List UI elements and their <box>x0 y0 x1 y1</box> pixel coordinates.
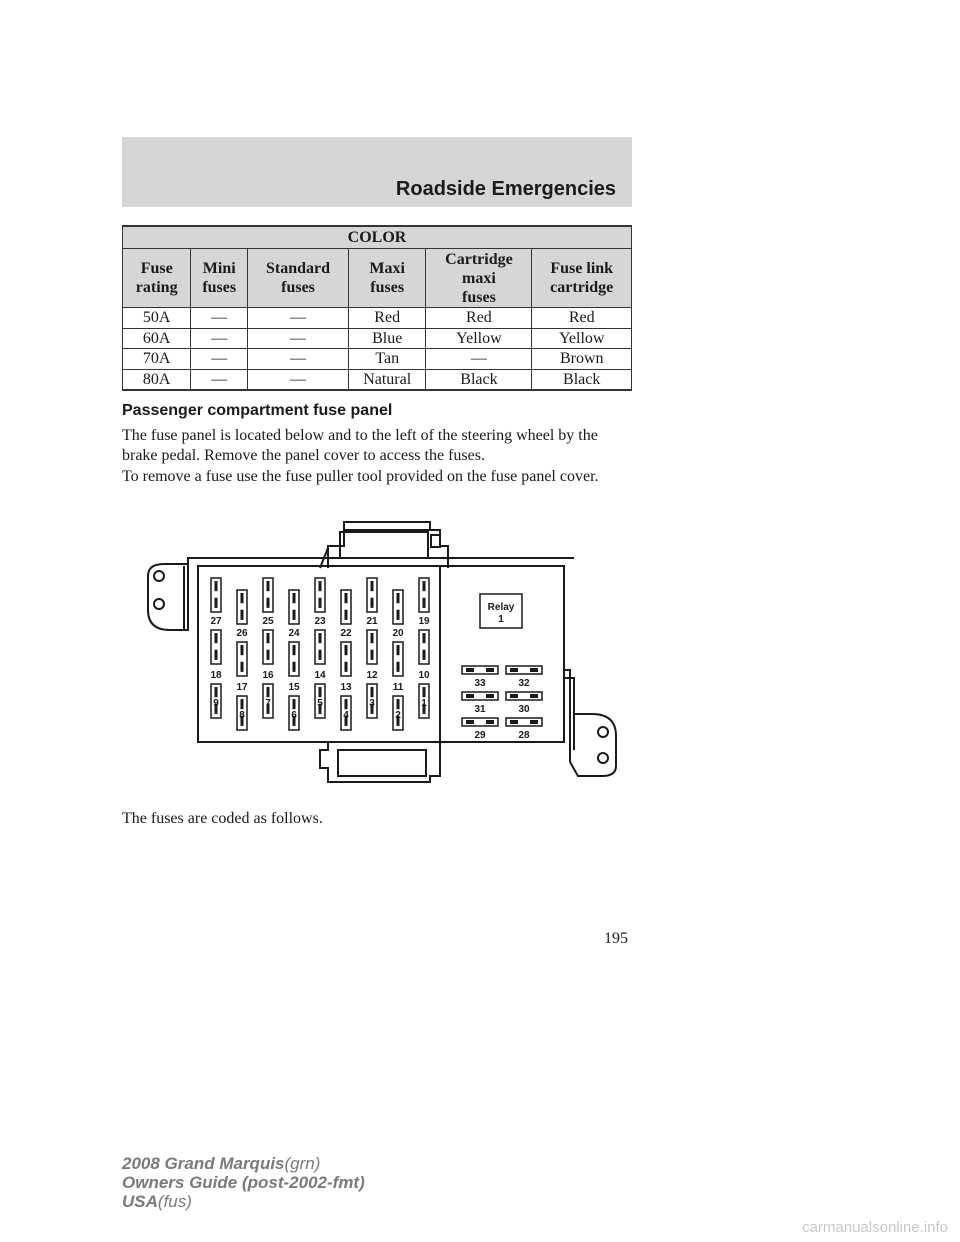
fuse-middle-17 <box>237 642 247 676</box>
table-cell: Red <box>348 308 425 329</box>
fuse-top-20 <box>393 590 403 624</box>
fuse-middle-15 <box>289 642 299 676</box>
fuse-number: 2 <box>395 710 401 721</box>
table-cell: Red <box>426 308 532 329</box>
table-cell: Yellow <box>532 328 632 349</box>
fuse-label: 27 <box>210 616 222 627</box>
fuse-middle-14 <box>315 630 325 664</box>
fuse-number: 9 <box>213 698 219 709</box>
fuse-top-26 <box>237 590 247 624</box>
fuse-top-21 <box>367 578 377 612</box>
fuse-top-27 <box>211 578 221 612</box>
table-cell: — <box>248 369 349 390</box>
table-cell: Black <box>532 369 632 390</box>
maxi-fuse-label: 31 <box>474 704 486 715</box>
table-header-line: maxi <box>462 269 496 287</box>
maxi-fuse-33 <box>462 666 498 674</box>
table-cell: Red <box>532 308 632 329</box>
relay-number: 1 <box>498 614 504 625</box>
section-heading: Passenger compartment fuse panel <box>122 402 393 419</box>
section-header-band <box>122 137 632 207</box>
table-cell: Tan <box>348 349 425 370</box>
table-cell: Blue <box>348 328 425 349</box>
table-cell: — <box>248 349 349 370</box>
table-header-line: Maxi <box>369 260 405 277</box>
table-row <box>123 349 632 370</box>
table-cell: — <box>426 349 532 370</box>
table-cell: Brown <box>532 349 632 370</box>
fuse-middle-10 <box>419 630 429 664</box>
relay-label: Relay <box>487 602 515 613</box>
fuse-label: 14 <box>314 670 326 681</box>
table-body <box>123 308 632 391</box>
fuse-panel-diagram <box>144 518 624 788</box>
table-cell: — <box>191 349 248 370</box>
document-footer <box>122 1154 365 1211</box>
table-header-line: Fuse <box>140 260 173 277</box>
table-header-line: Mini <box>202 260 236 277</box>
table-cell: — <box>191 328 248 349</box>
table-cell: — <box>191 369 248 390</box>
fuse-label: 13 <box>340 682 352 693</box>
table-cell: — <box>248 308 349 329</box>
fuse-label: 12 <box>366 670 378 681</box>
fuse-number: 3 <box>369 698 375 709</box>
footer-line-2: Owners Guide (post-2002-fmt) <box>122 1173 365 1192</box>
table-header-cell <box>123 249 191 308</box>
table-cell: Natural <box>348 369 425 390</box>
table-row <box>123 369 632 390</box>
table-header-line: Cartridge <box>445 250 513 268</box>
fuse-number: 6 <box>291 710 297 721</box>
table-header-cell <box>348 249 425 308</box>
table-header-line: fuses <box>281 279 315 296</box>
fuse-label: 26 <box>236 628 248 639</box>
paragraph-location: The fuse panel is located below and to the left of the steering wheel by the brake pedal. Remove the panel cover to access the fuses. <box>122 427 598 464</box>
table-header-line: cartridge <box>550 279 614 296</box>
table-cell: — <box>191 308 248 329</box>
fuse-number: 4 <box>343 710 349 721</box>
table-header-line: rating <box>135 279 178 296</box>
table-cell: 80A <box>123 369 191 390</box>
fuse-top-22 <box>341 590 351 624</box>
fuse-middle-18 <box>211 630 221 664</box>
fuse-middle-11 <box>393 642 403 676</box>
table-header-cell <box>191 249 248 308</box>
table-header-line: Standard <box>266 260 331 277</box>
table-column-headers <box>123 249 632 308</box>
table-cell: 60A <box>123 328 191 349</box>
table-header-cell <box>426 249 532 308</box>
maxi-fuse-31 <box>462 692 498 700</box>
fuse-label: 21 <box>366 616 378 627</box>
fuse-label: 20 <box>392 628 404 639</box>
table-header-line: fuses <box>202 279 237 296</box>
fuse-number: 5 <box>317 698 323 709</box>
maxi-fuse-29 <box>462 718 498 726</box>
page-number: 195 <box>604 930 628 947</box>
fuse-label: 23 <box>314 616 326 627</box>
maxi-fuse-label: 28 <box>518 730 530 741</box>
fuse-middle-13 <box>341 642 351 676</box>
maxi-fuse-label: 30 <box>518 704 530 715</box>
site-watermark: carmanualsonline.info <box>802 1219 948 1236</box>
table-header-cell <box>248 249 349 308</box>
maxi-fuse-30 <box>506 692 542 700</box>
fuse-middle-16 <box>263 630 273 664</box>
paragraph-coding: The fuses are coded as follows. <box>122 810 323 827</box>
table-header-cell <box>532 249 632 308</box>
table-header-line: Fuse link <box>550 260 614 277</box>
maxi-fuse-28 <box>506 718 542 726</box>
maxi-fuse-label: 32 <box>518 678 530 689</box>
maxi-fuse-32 <box>506 666 542 674</box>
maxi-fuse-label: 33 <box>474 678 486 689</box>
fuse-color-table <box>122 225 632 391</box>
fuse-middle-12 <box>367 630 377 664</box>
table-cell: 50A <box>123 308 191 329</box>
table-cell: 70A <box>123 349 191 370</box>
table-group-header: COLOR <box>123 226 632 249</box>
table-header-line: fuses <box>370 279 405 296</box>
fuse-label: 10 <box>418 670 430 681</box>
maxi-fuse-label: 29 <box>474 730 486 741</box>
fuse-label: 25 <box>262 616 274 627</box>
fuse-top-24 <box>289 590 299 624</box>
footer-line-1: 2008 Grand Marquis(grn) <box>122 1154 321 1173</box>
section-title: Roadside Emergencies <box>395 178 616 200</box>
fuse-number: 7 <box>265 698 271 709</box>
fuse-top-23 <box>315 578 325 612</box>
fuse-number: 1 <box>421 698 427 709</box>
table-cell: Black <box>426 369 532 390</box>
fuse-label: 17 <box>236 682 248 693</box>
fuse-label: 18 <box>210 670 222 681</box>
paragraph-remove-fuse: To remove a fuse use the fuse puller tool provided on the fuse panel cover. <box>122 468 599 485</box>
fuse-label: 11 <box>392 682 404 693</box>
fuse-label: 19 <box>418 616 430 627</box>
fuse-label: 15 <box>288 682 300 693</box>
table-row <box>123 328 632 349</box>
fuse-label: 22 <box>340 628 352 639</box>
fuse-label: 24 <box>288 628 300 639</box>
fuse-number: 8 <box>239 710 245 721</box>
table-header-line: fuses <box>462 288 496 306</box>
table-cell: — <box>248 328 349 349</box>
fuse-top-19 <box>419 578 429 612</box>
footer-line-3: USA(fus) <box>122 1192 192 1211</box>
table-cell: Yellow <box>426 328 532 349</box>
fuse-label: 16 <box>262 670 274 681</box>
table-row <box>123 308 632 329</box>
fuse-top-25 <box>263 578 273 612</box>
